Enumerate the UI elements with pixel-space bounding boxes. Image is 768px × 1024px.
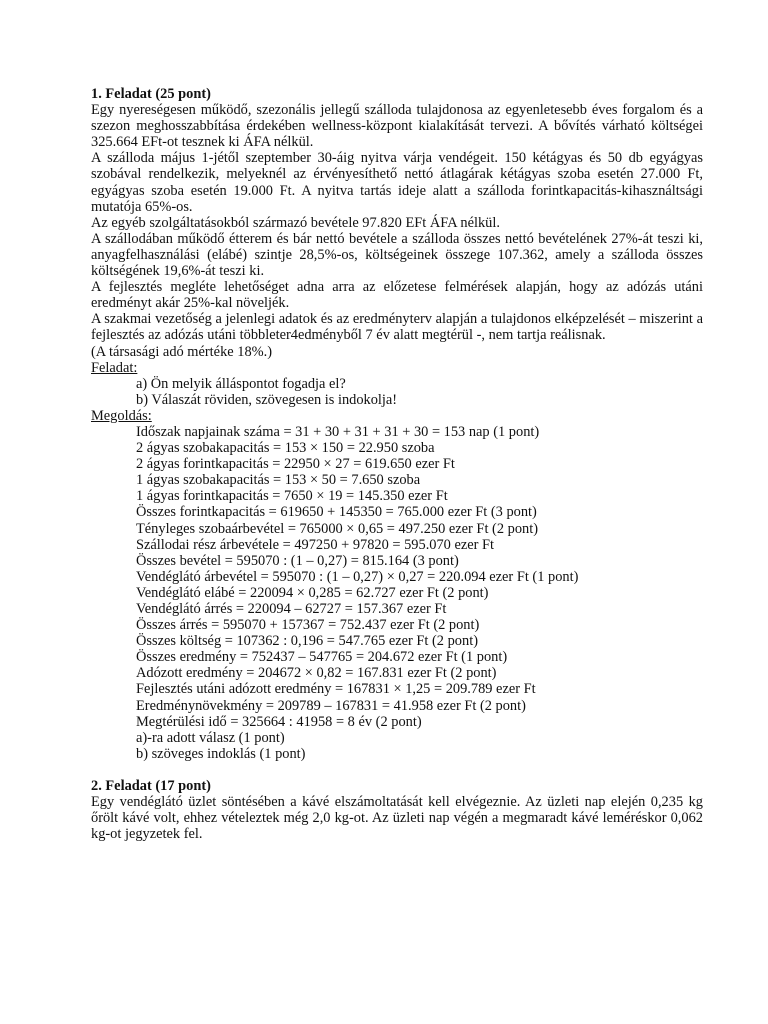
solution-line: Vendéglátó elábé = 220094 × 0,285 = 62.727 ezer Ft (2 pont)	[136, 584, 489, 601]
solution-line: 2 ágyas szobakapacitás = 153 × 150 = 22.950 szoba	[136, 440, 435, 457]
solution-line: Megtérülési idő = 325664 : 41958 = 8 év (2 pont)	[136, 713, 422, 730]
feladat-label: Feladat:	[91, 359, 138, 376]
task1-paragraph-6: A szakmai vezetőség a jelenlegi adatok és az eredményterv alapján a tulajdonos elképzelését – miszerint a fejlesztés az adózás utáni többleter4edményből 7 év alatt megtérül -, nem tartja reálisnak.	[91, 311, 703, 344]
task2-title: 2. Feladat (17 pont)	[91, 777, 211, 794]
task2-paragraph: Egy vendéglátó üzlet söntésében a kávé elszámoltatását kell elvégeznie. Az üzleti nap elején 0,235 kg őrölt kávé volt, ehhez vételeztek még 2,0 kg-ot. Az üzleti nap végén a megmaradt kávé leméréskor 0,062 kg-ot jegyzetek fel.	[91, 794, 703, 843]
task1-title: 1. Feladat (25 pont)	[91, 86, 211, 102]
solution-line: 1 ágyas szobakapacitás = 153 × 50 = 7.650 szoba	[136, 472, 421, 489]
solution-line: Tényleges szobaárbevétel = 765000 × 0,65 = 497.250 ezer Ft (2 pont)	[136, 520, 538, 537]
solution-line: Összes bevétel = 595070 : (1 – 0,27) = 815.164 (3 pont)	[136, 552, 459, 569]
solution-line: Szállodai rész árbevétele = 497250 + 97820 = 595.070 ezer Ft	[136, 536, 495, 553]
task1-paragraph-5: A fejlesztés megléte lehetőséget adna arra az előzetese felmérések alapján, hogy az adózás utáni eredményt akár 25%-kal növeljék.	[91, 279, 703, 312]
solution-line: 1 ágyas forintkapacitás = 7650 × 19 = 145.350 ezer Ft	[136, 488, 448, 505]
solution-line: Eredménynövekmény = 209789 – 167831 = 41.958 ezer Ft (2 pont)	[136, 697, 526, 714]
solution-line: Összes költség = 107362 : 0,196 = 547.765 ezer Ft (2 pont)	[136, 633, 478, 650]
solution-line: Összes forintkapacitás = 619650 + 145350 = 765.000 ezer Ft (3 pont)	[136, 504, 537, 521]
solution-line: Összes eredmény = 752437 – 547765 = 204.672 ezer Ft (1 pont)	[136, 649, 508, 666]
solution-line: Fejlesztés utáni adózott eredmény = 167831 × 1,25 = 209.789 ezer Ft	[136, 681, 536, 698]
task1-paragraph-3: Az egyéb szolgáltatásokból származó bevétele 97.820 EFt ÁFA nélkül.	[91, 214, 500, 231]
task1-paragraph-4: A szállodában működő étterem és bár nettó bevétele a szálloda összes nettó bevételének 27%-át teszi ki, anyagfelhasználási (elábé) szintje 28,5%-os, költségeinek összege 107.362, amely a szálloda összes költségének 19,6%-át teszi ki.	[91, 230, 703, 280]
document-page	[91, 86, 703, 842]
question-b: b) Válaszát röviden, szövegesen is indokolja!	[136, 391, 398, 408]
question-a: a) Ön melyik álláspontot fogadja el?	[136, 375, 346, 392]
solution-line: a)-ra adott válasz (1 pont)	[136, 729, 285, 746]
solution-line: 2 ágyas forintkapacitás = 22950 × 27 = 619.650 ezer Ft	[136, 456, 455, 473]
section-spacer	[91, 762, 703, 778]
solution-line: Összes árrés = 595070 + 157367 = 752.437 ezer Ft (2 pont)	[136, 617, 480, 634]
solution-line: Vendéglátó árbevétel = 595070 : (1 – 0,27) × 0,27 = 220.094 ezer Ft (1 pont)	[136, 568, 579, 585]
solution-line: Vendéglátó árrés = 220094 – 62727 = 157.367 ezer Ft	[136, 601, 447, 617]
solution-line: Időszak napjainak száma = 31 + 30 + 31 + 31 + 30 = 153 nap (1 pont)	[136, 423, 540, 440]
task1-paragraph-1: Egy nyereségesen működő, szezonális jellegű szálloda tulajdonosa az egyenletesebb éves forgalom és a szezon meghosszabbítása érdekében wellness-központ kialakítását tervezi. A bővítés várható költségei 325.664 EFt-ot tesznek ki ÁFA nélkül.	[91, 102, 703, 151]
task1-paragraph-7: (A társasági adó mértéke 18%.)	[91, 343, 273, 360]
task1-paragraph-2: A szálloda május 1-jétől szeptember 30-áig nyitva várja vendégeit. 150 kétágyas és 50 db egyágyas szobával rendelkezik, melyeknél az érvényesíthető nettó átlagárak kétágyas szoba esetén 27.000 Ft, egyágyas szoba esetén 19.000 Ft. A nyitva tartás ideje alatt a szálloda forintkapacitás-kihasználtsági mutatója 65%-os.	[91, 150, 703, 215]
solution-line: Adózott eredmény = 204672 × 0,82 = 167.831 ezer Ft (2 pont)	[136, 665, 497, 682]
solution-list	[91, 424, 703, 762]
solution-line: b) szöveges indoklás (1 pont)	[136, 745, 306, 762]
megoldas-label: Megoldás:	[91, 407, 152, 424]
